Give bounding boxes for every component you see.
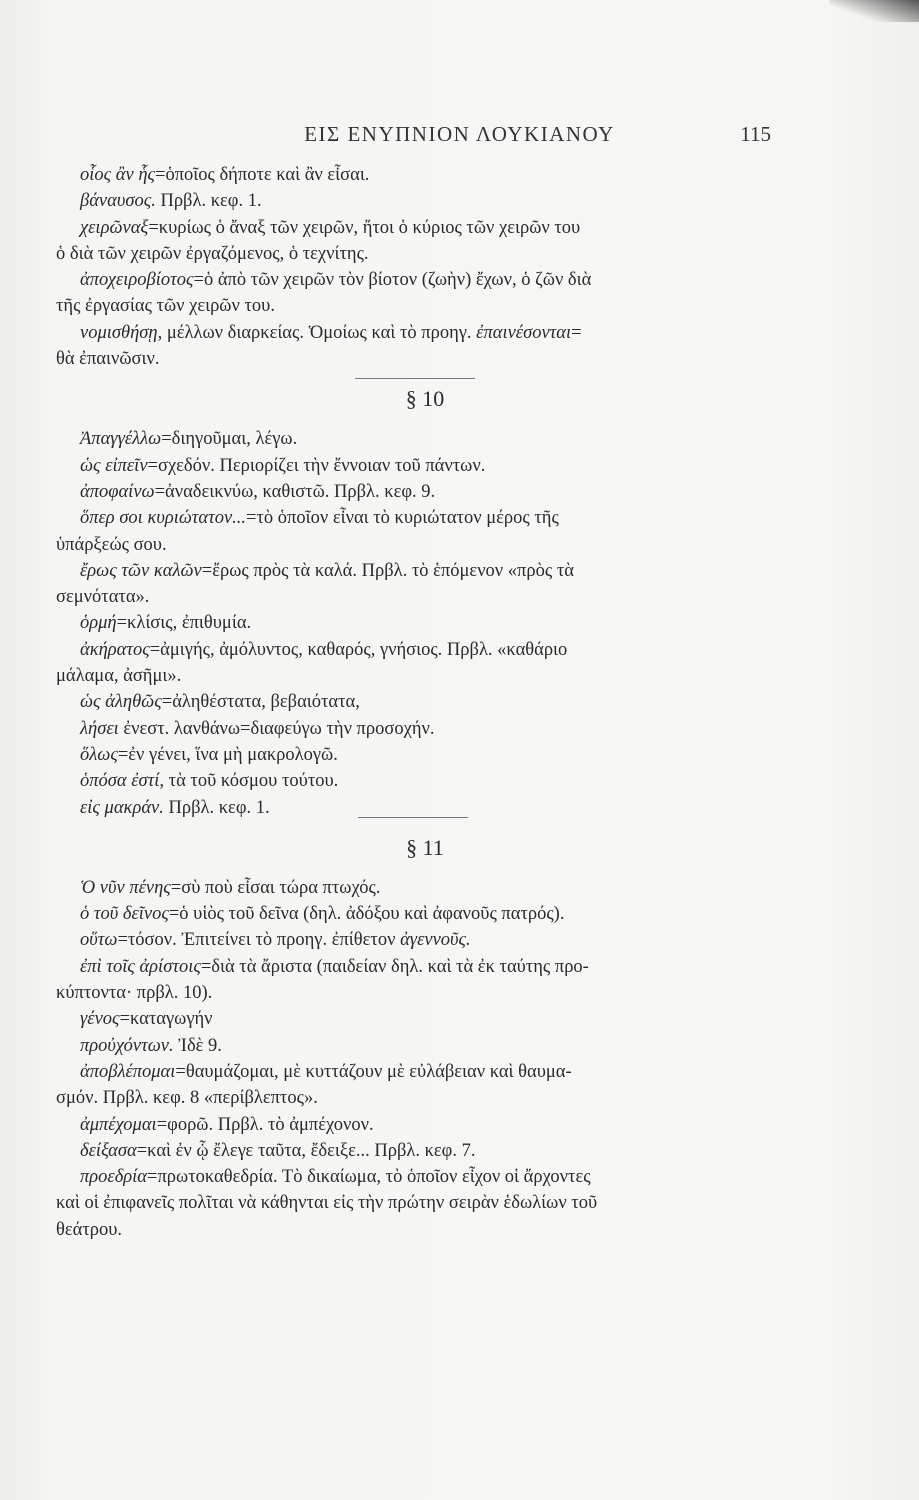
- entry-term: ὅλως: [80, 744, 118, 765]
- entry-gloss: Ἰδὲ 9.: [173, 1035, 222, 1056]
- entry: [80, 453, 770, 479]
- entry-gloss: =τὸ ὁποῖον εἶναι τὸ κυριώτατον μέρος τῆς: [246, 508, 559, 529]
- entry-continuation: θὰ ἐπαινῶσιν.: [56, 349, 160, 370]
- entry-gloss: =καταγωγήν: [119, 1009, 213, 1030]
- entry: [80, 637, 770, 663]
- entry-continuation: τῆς ἐργασίας τῶν χειρῶν του.: [56, 296, 275, 317]
- entry: [80, 426, 770, 452]
- section-heading-10: [80, 372, 770, 426]
- entry-gloss: =πρωτοκαθεδρία. Τὸ δικαίωμα, τὸ ὁποῖον εἶχον οἱ ἄρχοντες: [147, 1167, 591, 1188]
- entry-term-secondary: ἀγεννοῦς.: [400, 930, 471, 951]
- entry-term: ἀμπέχομαι: [80, 1114, 157, 1135]
- entry: [80, 927, 770, 953]
- entry: [80, 716, 770, 742]
- entry-term: δείξασα: [80, 1140, 137, 1161]
- entry: [80, 1138, 770, 1164]
- running-title: ΕΙΣ ΕΝΥΠΝΙΟΝ ΛΟΥΚΙΑΝΟΥ: [304, 122, 615, 146]
- entry-term: οὕτω: [80, 930, 118, 951]
- entry-term: ἐπὶ τοῖς ἀρίστοις: [80, 956, 201, 977]
- entry-gloss: =τόσον. Ἐπιτείνει τὸ προηγ. ἐπίθετον: [117, 930, 401, 951]
- section-number: § 11: [406, 834, 444, 860]
- entry-gloss: =σχεδόν. Περιορίζει τὴν ἔννοιαν τοῦ πάντων.: [147, 455, 486, 476]
- entry-gloss: =ἐν γένει, ἵνα μὴ μακρολογῶ.: [117, 744, 338, 765]
- section-rule: [358, 817, 468, 818]
- entry-term: ὁ τοῦ δεῖνος: [80, 904, 169, 925]
- entry-gloss: =διὰ τὰ ἄριστα (παιδείαν δηλ. καὶ τὰ ἐκ ταύτης προ-: [200, 956, 589, 977]
- entry-continuation: ὑπάρξεώς σου.: [56, 534, 167, 555]
- entry: [80, 1059, 770, 1085]
- entry: [80, 558, 770, 584]
- entry: [80, 479, 770, 505]
- entry-term: Ὁ νῦν πένης: [80, 877, 171, 898]
- entry-gloss: =σὺ ποὺ εἶσαι τώρα πτωχός.: [170, 877, 381, 898]
- entry-term: βάναυσος.: [80, 191, 156, 212]
- entry: [80, 215, 770, 241]
- entry-gloss-secondary: =: [571, 322, 582, 343]
- section-heading-11: [80, 821, 770, 875]
- entry-term: ἀποχειροβίοτος: [80, 270, 194, 291]
- entry: [80, 689, 770, 715]
- page-corner-shadow: [829, 0, 919, 22]
- entry-term: ἀποφαίνω: [80, 481, 155, 502]
- entry-gloss: =ὁποῖος δήποτε καὶ ἂν εἶσαι.: [155, 165, 370, 185]
- entry-term: ὡς εἰπεῖν: [80, 455, 148, 476]
- entry-continuation: θεάτρου.: [56, 1219, 123, 1240]
- entry: [80, 505, 770, 531]
- entry: [80, 188, 770, 214]
- entry-term: Ἀπαγγέλλω: [80, 429, 162, 450]
- entry-gloss: =ἀμιγής, ἀμόλυντος, καθαρός, γνήσιος. Πρβλ. «καθάριο: [149, 639, 568, 660]
- commentary-body: [56, 162, 770, 1243]
- entry-gloss: τὰ τοῦ κόσμου τούτου.: [164, 771, 339, 792]
- entry-gloss: =θαυμάζομαι, μὲ κυττάζουν μὲ εὐλάβειαν καὶ θαυμα-: [175, 1061, 572, 1082]
- entry-term: προὐχόντων.: [80, 1035, 174, 1056]
- entry-term: χειρῶναξ: [80, 217, 149, 238]
- entry-gloss: =διηγοῦμαι, λέγω.: [161, 429, 298, 450]
- entry-term: οἷος ἂν ἧς: [80, 165, 156, 185]
- entry-continuation: καὶ οἱ ἐπιφανεῖς πολῖται νὰ κάθηνται εἰς τὴν πρώτην σειρὰν ἑδωλίων τοῦ: [56, 1193, 598, 1214]
- entry: [80, 1164, 770, 1190]
- entry-term: ὁπόσα ἐστί,: [80, 771, 165, 792]
- entry-gloss: Πρβλ. κεφ. 1.: [155, 191, 262, 212]
- entry: [80, 742, 770, 768]
- entry: [80, 954, 770, 980]
- entry: [80, 320, 770, 346]
- entry-term: ἔρως τῶν καλῶν: [80, 560, 202, 581]
- page-number: 115: [740, 122, 771, 146]
- entry-term: προεδρία: [80, 1167, 148, 1188]
- entry-term: ὡς ἀληθῶς: [80, 692, 162, 713]
- entry: [80, 1112, 770, 1138]
- entry-term-secondary: ἐπαινέσονται: [476, 322, 572, 343]
- entry-gloss: Πρβλ. κεφ. 1.: [163, 797, 270, 818]
- entry-term: νομισθήσῃ,: [80, 322, 163, 343]
- entry-gloss: =ἀναδεικνύω, καθιστῶ. Πρβλ. κεφ. 9.: [154, 481, 436, 502]
- entry-continuation: σμόν. Πρβλ. κεφ. 8 «περίβλεπτος».: [56, 1088, 318, 1109]
- page-header: [0, 122, 919, 152]
- entry-term: εἰς μακράν.: [80, 797, 164, 818]
- entry: [80, 768, 770, 794]
- entry-gloss: =καὶ ἐν ᾧ ἔλεγε ταῦτα, ἔδειξε... Πρβλ. κεφ. 7.: [136, 1140, 476, 1161]
- entry-term: γένος: [80, 1009, 120, 1030]
- entry-gloss: =ὁ υἱὸς τοῦ δεῖνα (δηλ. ἀδόξου καὶ ἀφανοῦς πατρός).: [168, 904, 565, 925]
- entry: [80, 875, 770, 901]
- entry-gloss: =ἔρως πρὸς τὰ καλά. Πρβλ. τὸ ἑπόμενον «πρὸς τὰ: [201, 560, 574, 581]
- entry-continuation: κύπτοντα· πρβλ. 10).: [56, 983, 213, 1004]
- entry-term: ἀκήρατος: [80, 639, 150, 660]
- entry-continuation: σεμνότατα».: [56, 587, 150, 608]
- entry-term: ἀποβλέπομαι: [80, 1061, 176, 1082]
- entry: [80, 162, 770, 188]
- entry-gloss: ἐνεστ. λανθάνω=διαφεύγω τὴν προσοχήν.: [118, 718, 435, 739]
- entry-gloss: =κλίσις, ἐπιθυμία.: [116, 613, 252, 634]
- entry-continuation: ὁ διὰ τῶν χειρῶν ἐργαζόμενος, ὁ τεχνίτης.: [56, 243, 369, 264]
- entry-gloss: =φορῶ. Πρβλ. τὸ ἀμπέχονον.: [156, 1114, 374, 1135]
- entry: [80, 267, 770, 293]
- entry: [80, 610, 770, 636]
- entry-term: λήσει: [80, 718, 119, 739]
- entry-term: ὁρμή: [80, 613, 117, 634]
- entry-term: ὅπερ σοι κυριώτατον...: [80, 508, 247, 529]
- entry-continuation: μάλαμα, ἀσῆμι».: [56, 666, 182, 687]
- section-number: § 10: [405, 386, 445, 412]
- entry-gloss: =κυρίως ὁ ἄναξ τῶν χειρῶν, ἤτοι ὁ κύριος τῶν χειρῶν του: [148, 217, 581, 238]
- entry-gloss: =ὁ ἀπὸ τῶν χειρῶν τὸν βίοτον (ζωὴν) ἔχων, ὁ ζῶν διὰ: [193, 270, 592, 291]
- entry: [80, 1033, 770, 1059]
- entry: [80, 1006, 770, 1032]
- entry: [80, 901, 770, 927]
- section-rule: [355, 378, 475, 379]
- entry-gloss: μέλλων διαρκείας. Ὁμοίως καὶ τὸ προηγ.: [162, 322, 477, 343]
- entry-gloss: =ἀληθέστατα, βεβαιότατα,: [161, 692, 360, 713]
